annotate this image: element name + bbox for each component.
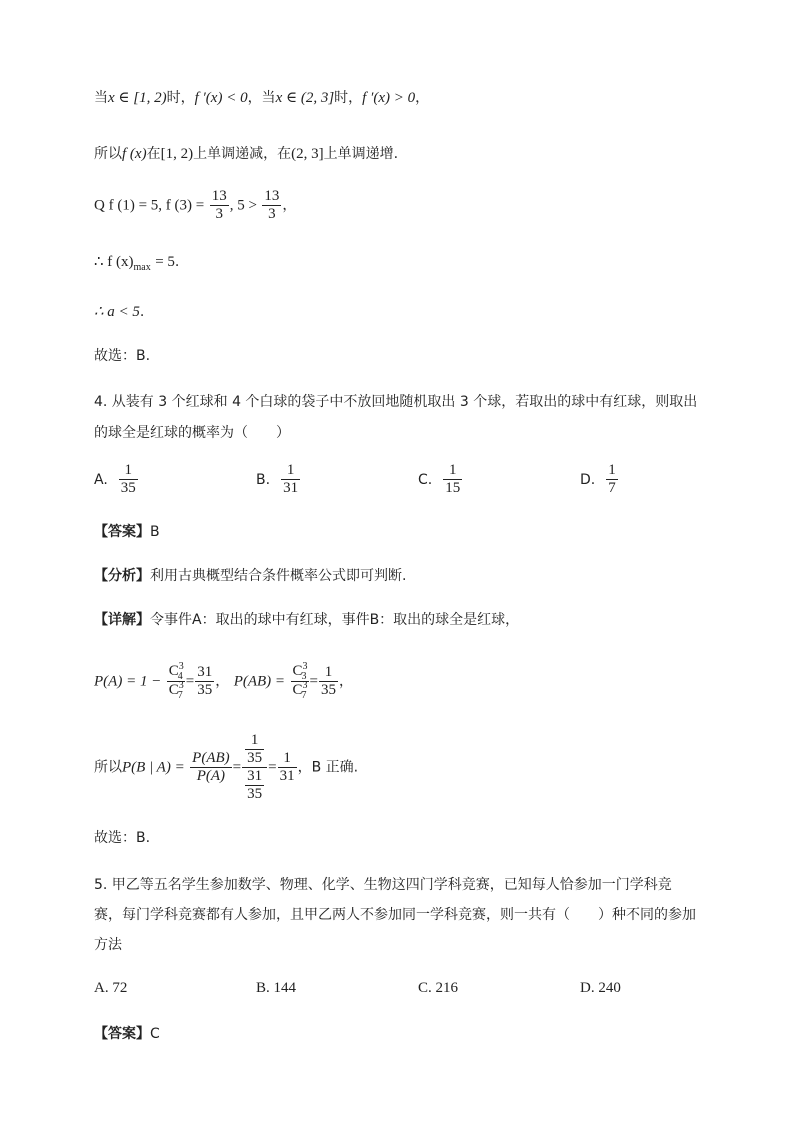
numerator: 1 bbox=[319, 664, 338, 682]
fraction bbox=[210, 188, 229, 223]
question-4-text-line-2: 的球全是红球的概率为（ ） bbox=[94, 425, 290, 441]
numerator: 1 bbox=[278, 750, 297, 768]
q4-answer bbox=[94, 522, 160, 542]
fraction bbox=[443, 462, 462, 497]
option-label: D. bbox=[580, 471, 596, 488]
math: ∴ a < 5 bbox=[94, 304, 140, 320]
numerator: P(AB) bbox=[192, 750, 230, 766]
solution-line-5 bbox=[94, 302, 144, 322]
denominator: P(A) bbox=[196, 768, 226, 784]
q5-option-a: A. 72 bbox=[94, 980, 128, 996]
q5-option-c: C. 216 bbox=[418, 980, 459, 996]
math: Q f (1) = 5, f (3) = bbox=[94, 197, 205, 214]
math: = bbox=[232, 759, 242, 776]
math: (2, 3] bbox=[291, 146, 324, 162]
q4-option-b bbox=[256, 462, 301, 497]
solution-line-3 bbox=[94, 188, 296, 223]
fraction bbox=[119, 462, 138, 497]
question-5-text-line-2: 赛，每门学科竞赛都有人参加，且甲乙两人不参加同一学科竞赛，则一共有（ ）种不同的参加 bbox=[94, 907, 696, 923]
answer-value: B bbox=[150, 524, 160, 540]
math: = bbox=[185, 673, 195, 690]
option-label: C. bbox=[418, 471, 433, 488]
denominator: 3 bbox=[215, 206, 223, 222]
solution-line-1 bbox=[94, 88, 429, 108]
text: 时， bbox=[334, 90, 363, 106]
option-label: B. bbox=[256, 471, 271, 488]
denominator: 31 bbox=[283, 480, 299, 496]
math: = 5 bbox=[155, 254, 175, 270]
numerator: 13 bbox=[264, 188, 280, 204]
text: . bbox=[174, 254, 180, 270]
fraction bbox=[319, 664, 338, 699]
denominator bbox=[242, 768, 267, 803]
denominator: 31 bbox=[279, 768, 295, 784]
math: f ′(x) < 0 bbox=[194, 90, 248, 106]
math: P(B | A) = bbox=[122, 759, 185, 776]
text: . bbox=[139, 304, 145, 320]
numerator: $C^3_3$ bbox=[292, 661, 308, 682]
denominator: $C^3_7$ bbox=[168, 680, 184, 701]
math: f (x) bbox=[122, 146, 147, 162]
q4-analysis bbox=[94, 566, 406, 586]
numerator: 13 bbox=[211, 188, 227, 204]
q5-answer bbox=[94, 1024, 160, 1044]
denominator: 35 bbox=[247, 786, 263, 802]
q4-option-d bbox=[580, 462, 619, 497]
solution-conclusion: 故选：B. bbox=[94, 348, 151, 364]
fraction bbox=[291, 663, 309, 700]
numerator: 31 bbox=[247, 768, 263, 784]
math: P(AB) = bbox=[233, 673, 286, 690]
text: 上单调递减，在 bbox=[193, 146, 292, 162]
fraction bbox=[245, 768, 264, 803]
answer-tag: 【答案】 bbox=[94, 524, 150, 540]
q4-equation-1 bbox=[94, 663, 353, 700]
numerator: 1 bbox=[245, 732, 264, 750]
solution-line-4 bbox=[94, 252, 179, 274]
q4-option-a bbox=[94, 462, 139, 497]
fraction bbox=[606, 462, 618, 497]
numerator: 1 bbox=[281, 462, 300, 480]
solution-line-2 bbox=[94, 144, 398, 164]
denominator: 35 bbox=[247, 750, 263, 766]
text: 所以 bbox=[94, 759, 122, 776]
q4-equation-2 bbox=[94, 732, 358, 803]
text: 所以 bbox=[94, 146, 122, 162]
analysis-tag: 【分析】 bbox=[94, 568, 150, 584]
q4-conclusion: 故选：B. bbox=[94, 830, 151, 846]
denominator: 35 bbox=[321, 682, 336, 698]
text: ， bbox=[339, 673, 353, 690]
q4-option-c bbox=[418, 462, 463, 497]
compound-fraction bbox=[242, 732, 267, 803]
math: f ′(x) > 0 bbox=[362, 90, 416, 106]
text: 当 bbox=[94, 90, 108, 106]
denominator: 15 bbox=[445, 480, 461, 496]
text: ， bbox=[215, 673, 230, 690]
question-4-text-line-1: 4. 从装有 3 个红球和 4 个白球的袋子中不放回地随机取出 3 个球，若取出的球中有红球，则取出 bbox=[94, 394, 698, 410]
math: x ∈ [1, 2) bbox=[108, 90, 167, 106]
answer-tag: 【答案】 bbox=[94, 1026, 150, 1042]
text: ，B 正确. bbox=[297, 759, 359, 776]
numerator: 31 bbox=[197, 664, 213, 680]
math: = bbox=[268, 759, 277, 776]
math: x ∈ (2, 3] bbox=[275, 90, 335, 106]
fraction bbox=[262, 188, 281, 223]
math: [1, 2) bbox=[160, 146, 194, 162]
numerator: 1 bbox=[119, 462, 138, 480]
denominator: 3 bbox=[268, 206, 276, 222]
q5-option-d: D. 240 bbox=[580, 980, 621, 996]
analysis-text: 利用古典概型结合条件概率公式即可判断. bbox=[150, 568, 407, 584]
option-label: A. bbox=[94, 471, 108, 488]
q5-option-b: B. 144 bbox=[256, 980, 297, 996]
math: = bbox=[309, 673, 318, 690]
numerator bbox=[242, 732, 267, 768]
fraction bbox=[245, 732, 264, 767]
detail-text: 令事件A：取出的球中有红球，事件B：取出的球全是红球， bbox=[150, 612, 520, 628]
text: 时， bbox=[166, 90, 195, 106]
math: P(A) = 1 − bbox=[94, 673, 162, 690]
detail-tag: 【详解】 bbox=[94, 612, 150, 628]
math: , 5 > bbox=[229, 197, 257, 214]
numerator: $C^3_4$ bbox=[168, 661, 184, 682]
text: 在 bbox=[146, 146, 161, 162]
answer-value: C bbox=[150, 1026, 160, 1042]
text: 上单调递增. bbox=[323, 146, 399, 162]
text: ， bbox=[282, 197, 297, 214]
fraction bbox=[195, 664, 214, 699]
fraction bbox=[278, 750, 297, 785]
question-5-text-line-1: 5. 甲乙等五名学生参加数学、物理、化学、生物这四门学科竞赛，已知每人恰参加一门学科竞 bbox=[94, 877, 672, 893]
fraction bbox=[190, 750, 231, 785]
math: ∴ f (x) bbox=[94, 254, 134, 270]
q4-detail bbox=[94, 610, 519, 630]
text: ，当 bbox=[247, 90, 276, 106]
fraction bbox=[167, 663, 185, 700]
denominator: $C^3_7$ bbox=[292, 680, 308, 701]
subscript: max bbox=[133, 262, 151, 273]
denominator: 35 bbox=[197, 682, 213, 698]
fraction bbox=[281, 462, 300, 497]
denominator: 7 bbox=[608, 480, 616, 496]
numerator: 1 bbox=[443, 462, 462, 480]
denominator: 35 bbox=[120, 480, 136, 496]
text: ， bbox=[415, 90, 430, 106]
question-5-text-line-3: 方法 bbox=[94, 937, 122, 953]
numerator: 1 bbox=[608, 462, 616, 478]
